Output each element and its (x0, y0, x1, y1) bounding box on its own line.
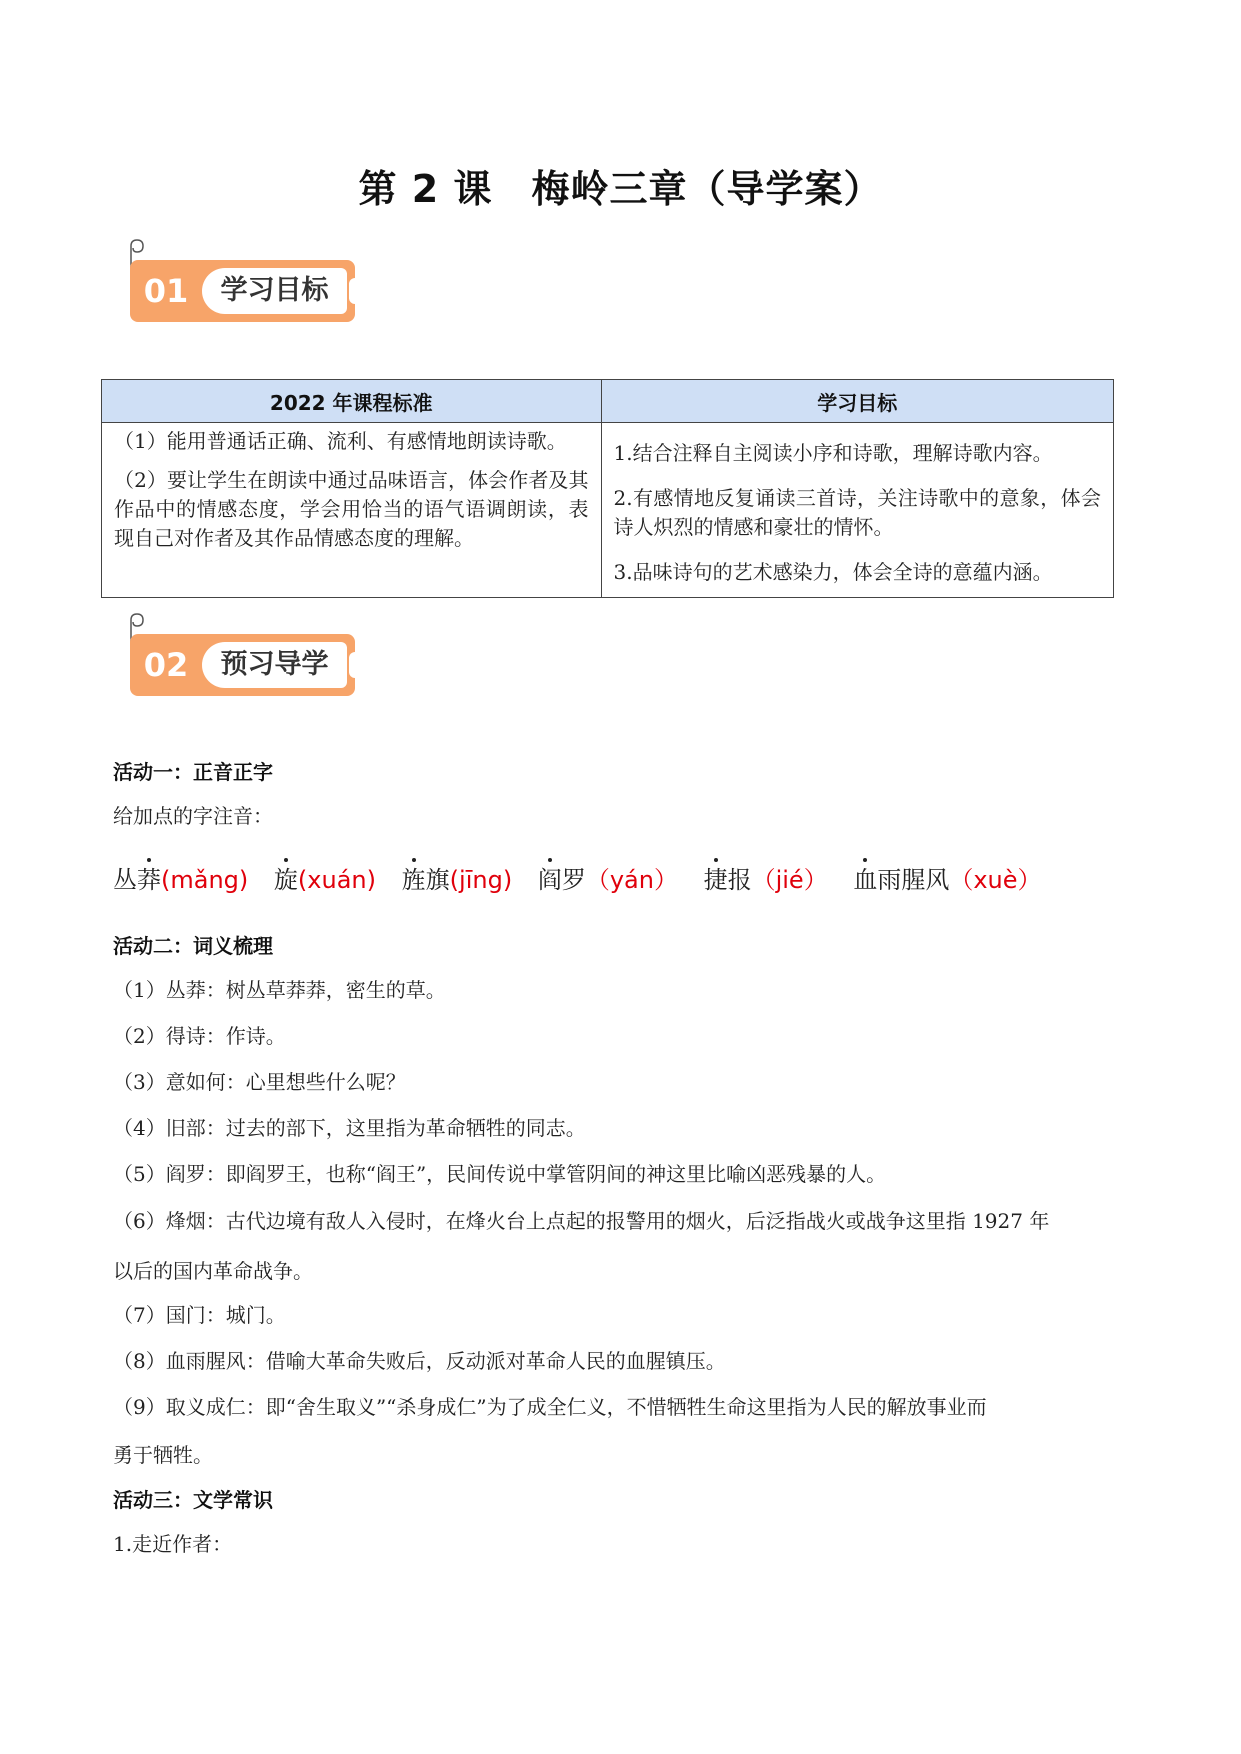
definition-line: （6）烽烟：古代边境有敌人入侵时，在烽火台上点起的报警用的烟火，后泛指战火或战争这里指 1927 年 (113, 1209, 1050, 1233)
definition-line: （1）丛莽：树丛草莽莽，密生的草。 (113, 978, 446, 1002)
table-header-row (102, 380, 1114, 423)
pinyin-answer: xuè (973, 866, 1018, 894)
definition-line: （5）阎罗：即阎罗王，也称“阎王”，民间传说中掌管阴间的神这里比喻凶恶残暴的人。 (113, 1162, 887, 1186)
pinyin-answer: xuán (307, 866, 367, 894)
definition-line: （9）取义成仁：即“舍生取义”“杀身成仁”为了成全仁义，不惜牺牲生命这里指为人民的解放事业而 (113, 1395, 987, 1419)
section-badge-objectives (125, 238, 365, 318)
standards-table (101, 379, 1114, 598)
objective-item: 3.品味诗句的艺术感染力，体会全诗的意蕴内涵。 (613, 560, 1053, 584)
definition-line: （7）国门：城门。 (113, 1303, 286, 1327)
section-badge-preview (125, 612, 365, 692)
activity-instruction: 给加点的字注音： (113, 804, 273, 828)
table-header: 2022 年课程标准 (102, 380, 602, 423)
pinyin-answer: jīng (459, 866, 503, 894)
definition-line: 以后的国内革命战争。 (113, 1259, 313, 1283)
pinyin-item: 血雨腥风（xuè） (853, 866, 1042, 894)
standard-item: （2）要让学生在朗读中通过品味语言，体会作者及其作品中的情感态度，学会用恰当的语气语调朗读，表现自己对作者及其作品情感态度的理解。 (114, 468, 589, 550)
objective-item: 1.结合注释自主阅读小序和诗歌，理解诗歌内容。 (613, 441, 1053, 465)
definition-line: 勇于牺牲。 (113, 1443, 213, 1467)
activity-heading: 活动三：文学常识 (113, 1488, 273, 1512)
pinyin-item: 丛莽(mǎng) (113, 866, 249, 894)
author-intro-line: 1.走近作者： (113, 1532, 233, 1556)
pinyin-item: 阎罗（yán） (537, 866, 678, 894)
learning-objectives-cell (601, 423, 1114, 598)
badge-label: 学习目标 (202, 268, 347, 314)
curriculum-standard-cell (102, 423, 602, 598)
definition-line: （4）旧部：过去的部下，这里指为革命牺牲的同志。 (113, 1116, 586, 1140)
table-header: 学习目标 (601, 380, 1114, 423)
table-row (102, 423, 1114, 598)
badge-label: 预习导学 (202, 642, 347, 688)
pinyin-answer: mǎng (170, 866, 239, 894)
pinyin-item: 旌旗(jīng) (401, 866, 513, 894)
pinyin-answer: yán (609, 866, 654, 894)
activity-heading: 活动一：正音正字 (113, 760, 273, 784)
definition-line: （3）意如何：心里想些什么呢？ (113, 1070, 406, 1094)
pinyin-answer: jié (775, 866, 804, 894)
objective-item: 2.有感情地反复诵读三首诗，关注诗歌中的意象，体会诗人炽烈的情感和豪壮的情怀。 (613, 486, 1101, 539)
pinyin-item: 旋(xuán) (273, 866, 377, 894)
page-title: 第 2 课 梅岭三章（导学案） (358, 167, 883, 211)
pinyin-item: 捷报（jié） (703, 866, 828, 894)
badge-number: 01 (143, 272, 189, 310)
badge-number: 02 (143, 646, 189, 684)
definition-line: （8）血雨腥风：借喻大革命失败后，反动派对革命人民的血腥镇压。 (113, 1349, 726, 1373)
standard-item: （1）能用普通话正确、流利、有感情地朗读诗歌。 (114, 429, 567, 453)
pinyin-exercise (113, 860, 1060, 895)
activity-heading: 活动二：词义梳理 (113, 934, 273, 958)
definition-line: （2）得诗：作诗。 (113, 1024, 286, 1048)
